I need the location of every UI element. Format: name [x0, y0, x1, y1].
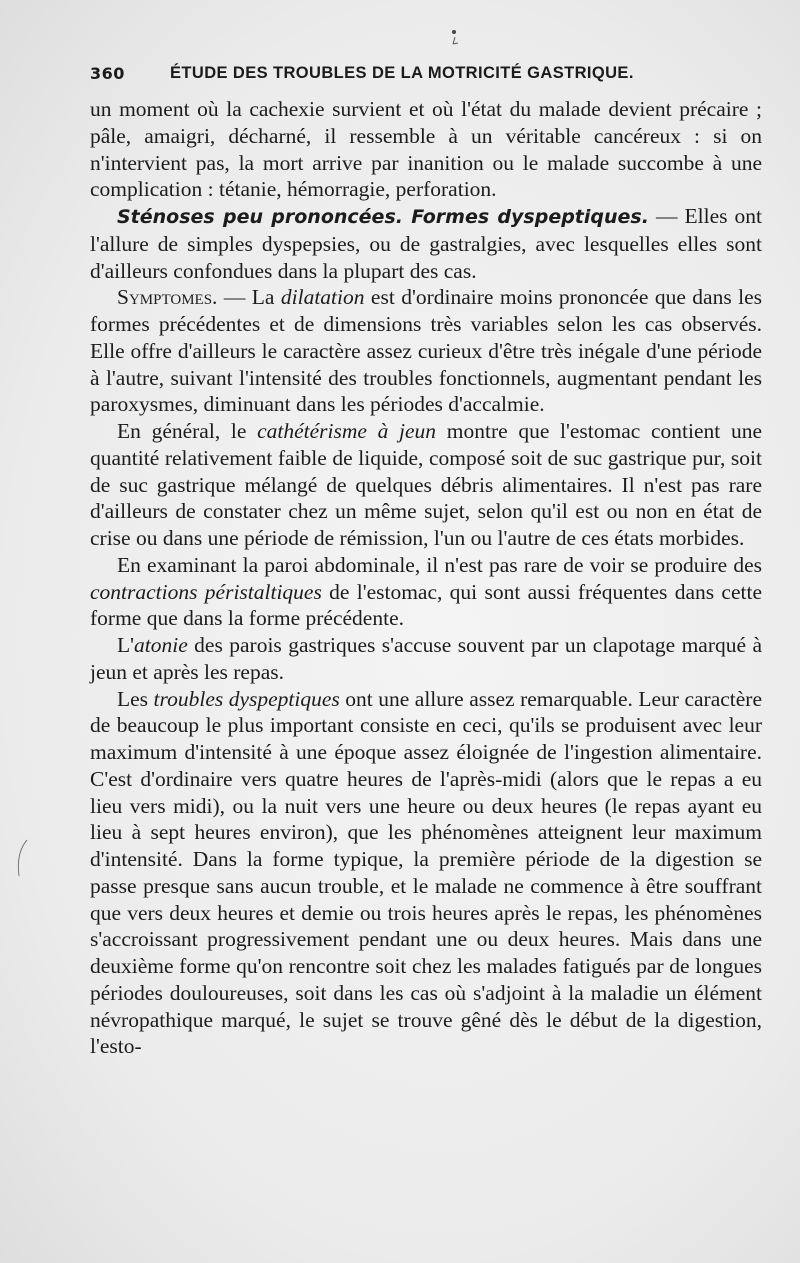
paragraph-1	[90, 96, 762, 203]
paragraph-7	[90, 686, 762, 1061]
paragraph-2	[90, 203, 762, 284]
page-number: 360	[90, 64, 125, 83]
paragraph-4	[90, 418, 762, 552]
body-text	[90, 96, 762, 1060]
paragraph-5-emphasis: contractions péristaltiques	[90, 579, 322, 604]
paragraph-5-text-b: de l'estomac, qui sont aussi fréquentes dans cette forme que dans la forme précédente.	[90, 579, 762, 631]
symptoms-label: Symptomes.	[117, 285, 218, 310]
paragraph-6-text-b: des parois gastriques s'accuse souvent par un clapotage marqué à jeun et après les repas.	[90, 633, 762, 684]
paragraph-3-text-a: — La	[217, 285, 281, 310]
paragraph-3	[90, 284, 762, 418]
paragraph-7-emphasis: troubles dyspeptiques	[153, 686, 340, 711]
paragraph-7-text-b: ont une allure assez remarquable. Leur caractère de beaucoup le plus important consiste en ceci, qu'ils se produisent avec leur maximum d'intensité à une époque assez éloignée de l'ingestion alimentaire. C'est d'ordinaire vers quatre heures de l'après-midi (alors que le repas a eu lieu vers midi), ou la nuit vers une heure ou deux heures (le repas ayant eu lieu à sept heures environ), que les phénomènes atteignent leur maximum d'intensité. Dans la forme typique, la première période de la digestion se passe presque sans aucun trouble, et le malade ne commence à être souffrant que vers deux heures et demie ou trois heures après le repas, les phénomènes s'accroissant progressivement pendant une ou deux heures. Mais dans une deuxième forme qu'on rencontre soit chez les malades fatigués par de longues périodes douloureuses, soit dans les cas où s'adjoint à la maladie un élément névropathique marqué, le sujet se trouve gêné dès le début de la digestion, l'esto-	[90, 686, 762, 1059]
paragraph-3-emphasis: dilatation	[280, 285, 365, 310]
paragraph-5-text-a: En examinant la paroi abdominale, il n'est pas rare de voir se produire des	[117, 552, 762, 577]
section-heading: Sténoses peu prononcées. Formes dyspeptiques.	[117, 206, 649, 228]
paragraph-6-text-a: L'	[117, 633, 135, 657]
paragraph-4-text-a: En général, le	[117, 419, 258, 443]
ink-mark-icon	[448, 28, 464, 46]
paragraph-6-emphasis: atonie	[134, 633, 188, 657]
paragraph-4-text-b: montre que l'estomac contient une quantité relativement faible de liquide, composé soit de suc gastrique pur, soit de suc gastrique mélangé de quelques débris alimentaires. Il n'est pas rare d'ailleurs de constater chez un même sujet, selon qu'il est ou non en état de crise ou dans une période de rémission, l'un ou l'autre de ces états morbides.	[90, 419, 762, 550]
paragraph-7-text-a: Les	[117, 686, 154, 711]
pencil-mark-icon	[12, 838, 30, 878]
paragraph-2-text: — Elles ont l'allure de simples dyspepsies, ou de gastralgies, avec lesquelles elles sont d'ailleurs confondues dans la plupart des cas.	[90, 204, 762, 283]
paragraph-6	[90, 632, 762, 686]
page-header	[90, 64, 780, 88]
paragraph-1-text: un moment où la cachexie survient et où l'état du malade devient précaire ; pâle, amaigri, décharné, il ressemble à un véritable cancéreux : si on n'intervient pas, la mort arrive par inanition ou le malade succombe à une complication : tétanie, hémorragie, perforation.	[90, 97, 762, 202]
paragraph-3-text-b: est d'ordinaire moins prononcée que dans les formes précédentes et de dimensions très variables selon les cas observés. Elle offre d'ailleurs le caractère assez curieux d'être très inégale d'une période à l'autre, suivant l'intensité des troubles fonctionnels, augmentant pendant les paroxysmes, diminuant dans les périodes d'accalmie.	[90, 285, 762, 417]
paragraph-5	[90, 552, 762, 632]
paragraph-4-emphasis: cathétérisme à jeun	[257, 419, 437, 443]
running-title: ÉTUDE DES TROUBLES DE LA MOTRICITÉ GASTRIQUE.	[170, 64, 634, 82]
